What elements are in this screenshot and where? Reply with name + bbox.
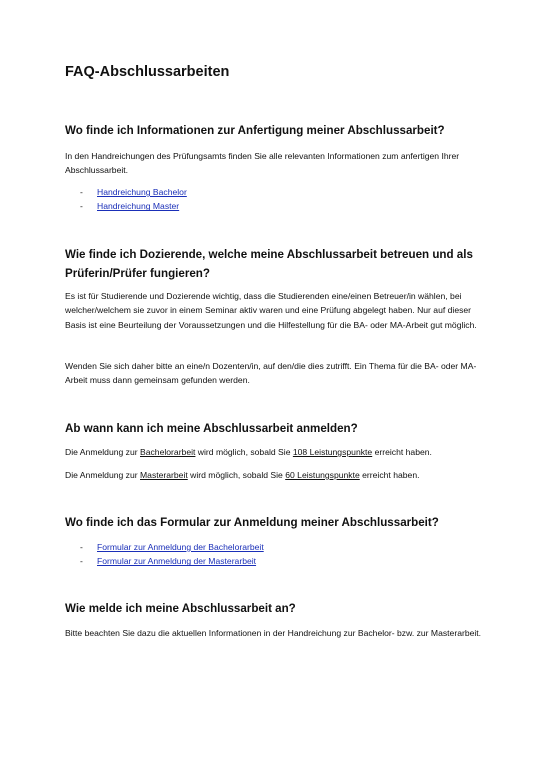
list-item [80, 185, 187, 199]
faq-answer-master-line [65, 468, 485, 482]
faq-answer-dozierende-p2: Wenden Sie sich daher bitte an eine/n Dozenten/in, auf den/die dies zutrifft. Ein Thema für die BA- oder MA-Arbeit muss dann gemeinsam gefunden werden. [65, 361, 477, 386]
line-middle: wird möglich, sobald Sie [195, 447, 293, 457]
handreichung-master-link[interactable]: Handreichung Master [97, 201, 180, 212]
bachelorarbeit-term: Bachelorarbeit [140, 447, 196, 457]
faq-answer-dozierende-p1: Es ist für Studierende und Dozierende wichtig, dass die Studierenden eine/einen Betreuer/in wählen, bei welcher/welchem sie zuvor in einem Seminar aktiv waren und eine Prüfung abgelegt haben. Nur auf dieser Basis ist eine Beurteilung der Voraussetzungen und die Hilfestellung für die BA- oder MA-Arbeit gut möglich. [65, 291, 477, 330]
list-marker: - [80, 187, 83, 197]
faq-heading-info: Wo finde ich Informationen zur Anfertigung meiner Abschlussarbeit? [65, 124, 445, 137]
handreichung-bachelor-link[interactable]: Handreichung Bachelor [97, 187, 187, 197]
list-marker: - [80, 556, 83, 567]
list-item [80, 540, 264, 554]
faq-heading-formular: Wo finde ich das Formular zur Anmeldung meiner Abschlussarbeit? [65, 516, 439, 529]
faq-heading-dozierende: Wie finde ich Dozierende, welche meine Abschlussarbeit betreuen und als Prüferin/Prüfer fungieren? [65, 248, 473, 280]
faq-heading-anmelden-wann: Ab wann kann ich meine Abschlussarbeit anmelden? [65, 422, 358, 435]
line-prefix: Die Anmeldung zur [65, 470, 140, 480]
list-item [80, 554, 264, 568]
list-marker: - [80, 542, 83, 552]
faq-heading-anmelden-wie: Wie melde ich meine Abschlussarbeit an? [65, 602, 296, 615]
faq-answer-bachelor-line [65, 445, 485, 459]
master-points: 60 Leistungspunkte [285, 470, 360, 480]
page-title: FAQ-Abschlussarbeiten [65, 64, 230, 80]
list-item [80, 199, 187, 213]
list-marker: - [80, 201, 83, 212]
line-suffix: erreicht haben. [372, 447, 432, 457]
formular-master-link[interactable]: Formular zur Anmeldung der Masterarbeit [97, 556, 257, 567]
formular-bachelor-link[interactable]: Formular zur Anmeldung der Bachelorarbeit [97, 542, 264, 552]
line-prefix: Die Anmeldung zur [65, 447, 140, 457]
bachelor-points: 108 Leistungspunkte [292, 447, 373, 457]
faq-answer-info: In den Handreichungen des Prüfungsamts finden Sie alle relevanten Informationen zum anfertigen Ihrer Abschlussarbeit. [65, 151, 460, 176]
faq-answer-anmelden-wie: Bitte beachten Sie dazu die aktuellen Informationen in der Handreichung zur Bachelor- bzw. zur Masterarbeit. [65, 628, 482, 638]
line-suffix: erreicht haben. [359, 470, 420, 480]
handreichung-link-list [80, 185, 187, 214]
line-middle: wird möglich, sobald Sie [187, 470, 286, 480]
masterarbeit-term: Masterarbeit [140, 470, 188, 480]
formular-link-list [80, 540, 264, 569]
